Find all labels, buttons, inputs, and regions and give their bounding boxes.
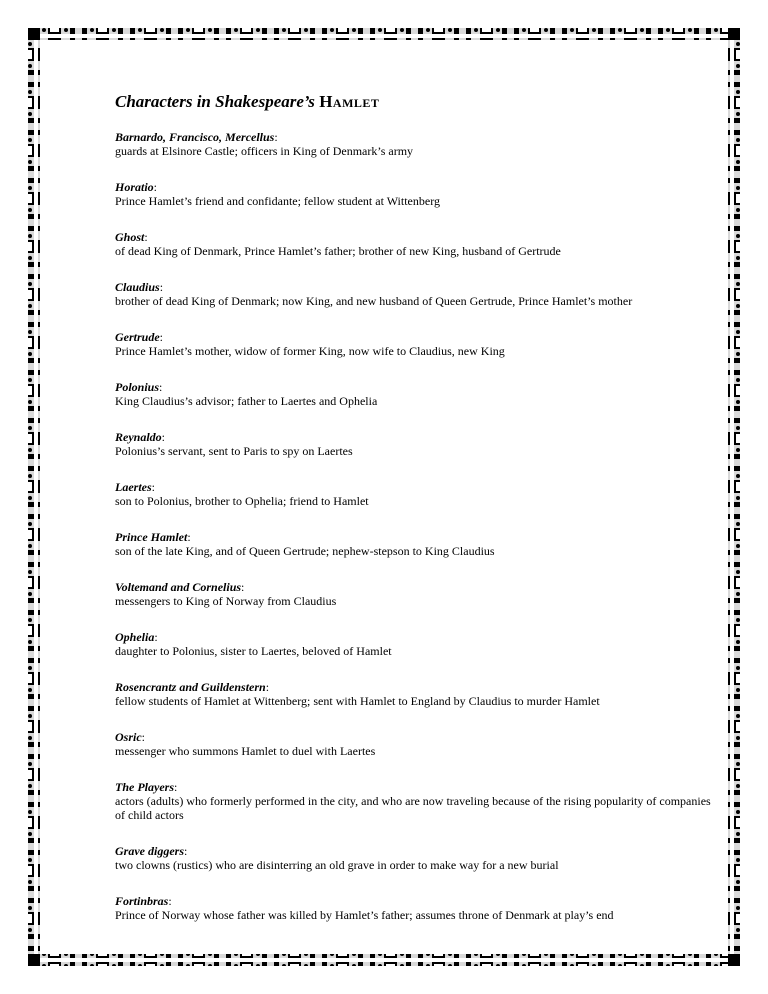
character-description: Polonius’s servant, sent to Paris to spy on Laertes xyxy=(115,444,353,458)
character-description: son to Polonius, brother to Ophelia; friend to Hamlet xyxy=(115,494,369,508)
character-name: Osric xyxy=(115,730,142,744)
character-entry xyxy=(115,430,715,458)
name-colon: : xyxy=(265,680,270,694)
character-entry xyxy=(115,780,715,822)
name-colon: : xyxy=(144,230,148,244)
document-body xyxy=(115,92,715,944)
name-colon: : xyxy=(154,630,158,644)
character-name: Voltemand and Cornelius xyxy=(115,580,242,594)
name-colon: : xyxy=(174,780,178,794)
character-entry xyxy=(115,894,715,922)
name-colon: : xyxy=(241,580,245,594)
character-name: Prince Hamlet xyxy=(115,530,188,544)
character-description: guards at Elsinore Castle; officers in King of Denmark’s army xyxy=(115,144,414,158)
name-colon: : xyxy=(141,730,146,744)
character-entry xyxy=(115,680,715,708)
character-name: Grave diggers xyxy=(115,844,184,858)
title-prefix: Characters in Shakespeare’s xyxy=(115,92,320,111)
character-name: Barnardo, Francisco, Mercellus xyxy=(115,130,275,144)
name-colon: : xyxy=(159,330,164,344)
character-name: Fortinbras xyxy=(115,894,169,908)
character-entry xyxy=(115,330,715,358)
character-name: Rosencrantz and Guildenstern xyxy=(115,680,266,694)
character-description: fellow students of Hamlet at Wittenberg; sent with Hamlet to England by Claudius to murder Hamlet xyxy=(115,694,600,708)
play-title: Hamlet xyxy=(319,92,380,111)
character-description: daughter to Polonius, sister to Laertes, beloved of Hamlet xyxy=(115,644,392,658)
name-colon: : xyxy=(153,180,158,194)
character-entry xyxy=(115,180,715,208)
character-description: Prince of Norway whose father was killed by Hamlet’s father; assumes throne of Denmark at play’s end xyxy=(115,908,614,922)
character-description: two clowns (rustics) who are disinterring an old grave in order to make way for a new burial xyxy=(115,858,559,872)
character-entry xyxy=(115,280,715,308)
character-list xyxy=(115,130,715,922)
character-entry xyxy=(115,380,715,408)
character-entry xyxy=(115,580,715,608)
name-colon: : xyxy=(184,844,188,858)
character-entry xyxy=(115,130,715,158)
character-description: of dead King of Denmark, Prince Hamlet’s father; brother of new King, husband of Gertrude xyxy=(115,244,561,258)
name-colon: : xyxy=(168,894,172,908)
character-description: son of the late King, and of Queen Gertrude; nephew-stepson to King Claudius xyxy=(115,544,495,558)
character-name: The Players xyxy=(115,780,174,794)
character-entry xyxy=(115,844,715,872)
name-colon: : xyxy=(159,380,163,394)
character-description: Prince Hamlet’s friend and confidante; fellow student at Wittenberg xyxy=(115,194,440,208)
character-name: Claudius xyxy=(115,280,160,294)
character-name: Laertes xyxy=(115,480,152,494)
character-entry xyxy=(115,730,715,758)
character-name: Gertrude xyxy=(115,330,160,344)
character-description: brother of dead King of Denmark; now King, and new husband of Queen Gertrude, Prince Hamlet’s mother xyxy=(115,294,633,308)
character-entry xyxy=(115,480,715,508)
name-colon: : xyxy=(151,480,155,494)
character-entry xyxy=(115,230,715,258)
character-description: King Claudius’s advisor; father to Laertes and Ophelia xyxy=(115,394,378,408)
name-colon: : xyxy=(274,130,278,144)
character-name: Reynaldo xyxy=(115,430,162,444)
page-title xyxy=(115,92,715,112)
character-name: Ghost xyxy=(115,230,145,244)
character-entry xyxy=(115,530,715,558)
character-name: Polonius xyxy=(115,380,160,394)
character-name: Horatio xyxy=(115,180,154,194)
character-description: actors (adults) who formerly performed in the city, and who are now traveling because of the rising popularity of companies of child actors xyxy=(115,794,711,822)
character-name: Ophelia xyxy=(115,630,155,644)
name-colon: : xyxy=(187,530,191,544)
character-description: messengers to King of Norway from Claudius xyxy=(115,594,337,608)
character-description: messenger who summons Hamlet to duel with Laertes xyxy=(115,744,376,758)
name-colon: : xyxy=(159,280,164,294)
character-entry xyxy=(115,630,715,658)
character-description: Prince Hamlet’s mother, widow of former King, now wife to Claudius, new King xyxy=(115,344,505,358)
name-colon: : xyxy=(161,430,166,444)
